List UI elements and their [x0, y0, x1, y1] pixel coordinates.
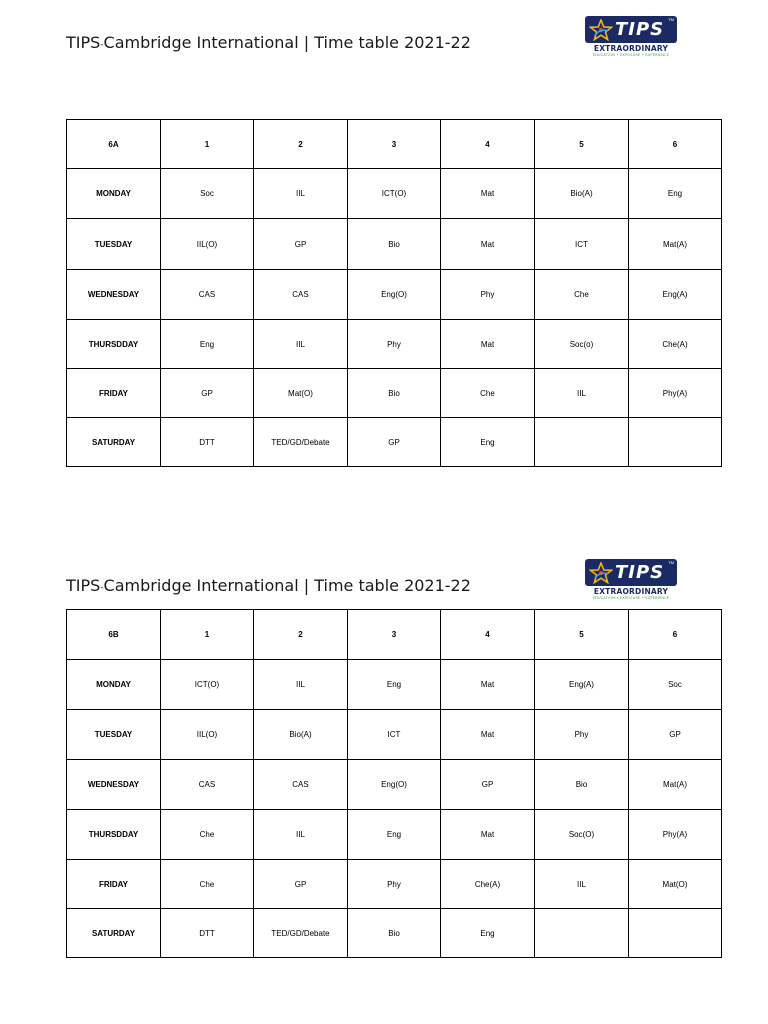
subject-cell: Bio	[348, 219, 441, 270]
subject-cell: Mat	[441, 320, 535, 369]
timetable-6b	[66, 609, 722, 958]
day-label: TUESDAY	[67, 219, 161, 270]
subject-cell: IIL	[254, 320, 348, 369]
subject-cell: Mat(A)	[629, 760, 722, 810]
subject-cell: GP	[441, 760, 535, 810]
table-row	[67, 320, 722, 369]
table-row	[67, 760, 722, 810]
subject-cell: Eng	[161, 320, 254, 369]
period-header: 6	[629, 610, 722, 660]
period-header: 3	[348, 120, 441, 169]
subject-cell: Soc	[629, 660, 722, 710]
period-header: 4	[441, 120, 535, 169]
subject-cell: Eng	[348, 810, 441, 860]
title-brand: TIPS	[66, 33, 101, 52]
day-label: WEDNESDAY	[67, 760, 161, 810]
subject-cell: GP	[254, 860, 348, 909]
logo-subtagline: EDUCATION • EXPOSURE • EXPERIENCE	[592, 596, 670, 600]
day-label: MONDAY	[67, 660, 161, 710]
subject-cell: Che	[161, 860, 254, 909]
subject-cell: DTT	[161, 909, 254, 958]
timetable-6a	[66, 119, 722, 467]
subject-cell: GP	[254, 219, 348, 270]
subject-cell: Mat	[441, 219, 535, 270]
table-row	[67, 710, 722, 760]
table-header-row	[67, 120, 722, 169]
table-row	[67, 418, 722, 467]
class-label: 6B	[67, 610, 161, 660]
title-text: Cambridge International | Time table 2021-22	[103, 576, 471, 595]
subject-cell: Phy	[441, 270, 535, 320]
period-header: 6	[629, 120, 722, 169]
tips-logo	[585, 16, 677, 58]
subject-cell: Mat(A)	[629, 219, 722, 270]
subject-cell: Phy	[348, 320, 441, 369]
subject-cell: GP	[161, 369, 254, 418]
table-row	[67, 169, 722, 219]
period-header: 2	[254, 610, 348, 660]
logo-brand: TIPS	[615, 19, 665, 40]
subject-cell	[535, 909, 629, 958]
table-row	[67, 369, 722, 418]
subject-cell: ICT(O)	[348, 169, 441, 219]
logo-tm: TM	[668, 560, 674, 565]
subject-cell: Bio(A)	[254, 710, 348, 760]
logo-tm: TM	[668, 17, 674, 22]
day-label: SATURDAY	[67, 418, 161, 467]
table-row	[67, 860, 722, 909]
page-title	[66, 33, 471, 52]
subject-cell: Che(A)	[441, 860, 535, 909]
logo-brand: TIPS	[615, 562, 665, 583]
subject-cell: Soc(o)	[535, 320, 629, 369]
subject-cell: TED/GD/Debate	[254, 909, 348, 958]
subject-cell: IIL(O)	[161, 219, 254, 270]
subject-cell: Mat(O)	[254, 369, 348, 418]
subject-cell: Soc(O)	[535, 810, 629, 860]
subject-cell: IIL	[535, 860, 629, 909]
subject-cell: Mat(O)	[629, 860, 722, 909]
subject-cell: Che(A)	[629, 320, 722, 369]
subject-cell: Eng	[441, 909, 535, 958]
subject-cell: IIL	[535, 369, 629, 418]
logo-tagline: EXTRAORDINARY	[593, 587, 669, 596]
subject-cell: Mat	[441, 169, 535, 219]
subject-cell: ICT	[535, 219, 629, 270]
subject-cell	[535, 418, 629, 467]
subject-cell: CAS	[161, 270, 254, 320]
day-label: FRIDAY	[67, 860, 161, 909]
subject-cell: GP	[629, 710, 722, 760]
subject-cell: Bio	[535, 760, 629, 810]
subject-cell: Eng(A)	[629, 270, 722, 320]
table-row	[67, 219, 722, 270]
table-row	[67, 909, 722, 958]
title-text: Cambridge International | Time table 2021-22	[103, 33, 471, 52]
tips-logo	[585, 559, 677, 601]
subject-cell: Eng	[629, 169, 722, 219]
day-label: SATURDAY	[67, 909, 161, 958]
subject-cell	[629, 418, 722, 467]
star-icon	[589, 562, 613, 584]
subject-cell: Phy	[535, 710, 629, 760]
subject-cell: Phy(A)	[629, 810, 722, 860]
day-label: FRIDAY	[67, 369, 161, 418]
subject-cell: Soc	[161, 169, 254, 219]
table-header-row	[67, 610, 722, 660]
page-title	[66, 576, 471, 595]
logo-subtagline: EDUCATION • EXPOSURE • EXPERIENCE	[592, 53, 670, 57]
class-label: 6A	[67, 120, 161, 169]
day-label: THURSDDAY	[67, 320, 161, 369]
period-header: 3	[348, 610, 441, 660]
period-header: 1	[161, 610, 254, 660]
day-label: TUESDAY	[67, 710, 161, 760]
subject-cell: Phy	[348, 860, 441, 909]
subject-cell: Che	[441, 369, 535, 418]
day-label: WEDNESDAY	[67, 270, 161, 320]
subject-cell: CAS	[254, 760, 348, 810]
subject-cell: TED/GD/Debate	[254, 418, 348, 467]
subject-cell: Eng	[441, 418, 535, 467]
subject-cell: Eng	[348, 660, 441, 710]
period-header: 5	[535, 120, 629, 169]
subject-cell: GP	[348, 418, 441, 467]
subject-cell: IIL	[254, 810, 348, 860]
table-row	[67, 270, 722, 320]
subject-cell: IIL(O)	[161, 710, 254, 760]
period-header: 5	[535, 610, 629, 660]
day-label: MONDAY	[67, 169, 161, 219]
subject-cell	[629, 909, 722, 958]
subject-cell: Mat	[441, 710, 535, 760]
subject-cell: Mat	[441, 660, 535, 710]
star-icon	[589, 19, 613, 41]
title-separator: -	[100, 583, 104, 593]
title-brand: TIPS	[66, 576, 101, 595]
subject-cell: IIL	[254, 660, 348, 710]
table-row	[67, 660, 722, 710]
period-header: 1	[161, 120, 254, 169]
period-header: 4	[441, 610, 535, 660]
subject-cell: CAS	[161, 760, 254, 810]
subject-cell: Che	[535, 270, 629, 320]
subject-cell: Bio	[348, 369, 441, 418]
subject-cell: CAS	[254, 270, 348, 320]
day-label: THURSDDAY	[67, 810, 161, 860]
subject-cell: Mat	[441, 810, 535, 860]
subject-cell: Che	[161, 810, 254, 860]
table-row	[67, 810, 722, 860]
subject-cell: ICT(O)	[161, 660, 254, 710]
subject-cell: Eng(O)	[348, 270, 441, 320]
subject-cell: Bio(A)	[535, 169, 629, 219]
subject-cell: Phy(A)	[629, 369, 722, 418]
subject-cell: DTT	[161, 418, 254, 467]
subject-cell: Eng(A)	[535, 660, 629, 710]
subject-cell: Eng(O)	[348, 760, 441, 810]
subject-cell: Bio	[348, 909, 441, 958]
title-separator: -	[100, 40, 104, 50]
period-header: 2	[254, 120, 348, 169]
subject-cell: ICT	[348, 710, 441, 760]
logo-tagline: EXTRAORDINARY	[593, 44, 669, 53]
subject-cell: IIL	[254, 169, 348, 219]
